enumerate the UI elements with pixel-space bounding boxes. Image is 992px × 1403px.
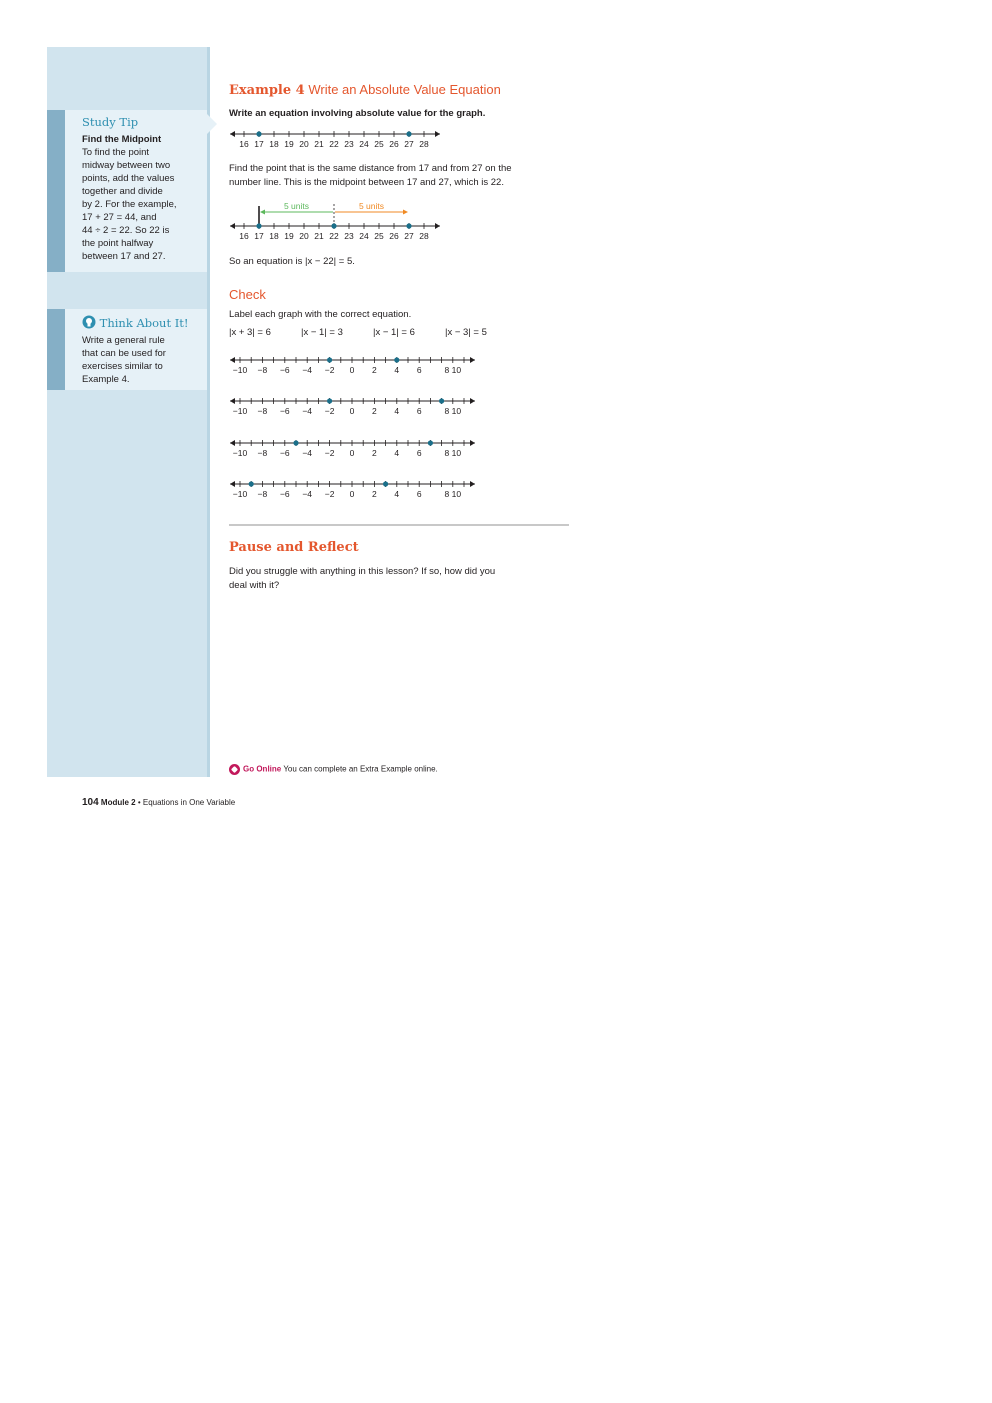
arrow-left xyxy=(230,131,235,137)
tick-label: 6 xyxy=(416,406,422,416)
tick-label: 27 xyxy=(404,139,414,149)
tick-label: 6 xyxy=(416,448,422,458)
tick-label: −10 xyxy=(232,365,248,375)
tick-label: 22 xyxy=(329,231,339,241)
arrow-right xyxy=(435,223,440,229)
study-tip-line: the point halfway xyxy=(82,238,154,249)
tick-label: 19 xyxy=(284,231,294,241)
study-tip-line: between 17 and 27. xyxy=(82,251,166,262)
graph-point xyxy=(439,398,444,403)
graph-point xyxy=(256,131,261,136)
graph-point xyxy=(331,223,336,228)
tick-label: 6 xyxy=(416,489,422,499)
study-tip-line: by 2. For the example, xyxy=(82,199,177,210)
tick-label: 4 xyxy=(394,448,400,458)
equation-option: |x + 3| = 6 xyxy=(229,327,271,338)
study-tip-line: To find the point xyxy=(82,147,150,158)
graph-point xyxy=(249,481,254,486)
distance-arrowhead-right xyxy=(403,210,408,215)
tick-label: −4 xyxy=(302,448,313,458)
tick-label: 0 xyxy=(349,406,355,416)
go-online-label[interactable]: Go Online xyxy=(243,764,282,774)
tick-label: −10 xyxy=(232,448,248,458)
distance-arrowhead-left xyxy=(260,210,265,215)
tick-label: 28 xyxy=(419,139,429,149)
tick-label: −4 xyxy=(302,489,313,499)
study-tip-line: points, add the values xyxy=(82,173,175,184)
check-graph-3 xyxy=(226,435,482,461)
go-online-icon xyxy=(229,764,240,775)
tick-label: 2 xyxy=(372,365,377,375)
example-explanation xyxy=(229,162,512,190)
graph-point xyxy=(293,440,298,445)
pause-text xyxy=(229,565,495,593)
tick-label: 27 xyxy=(404,231,414,241)
equation-option: |x − 1| = 6 xyxy=(373,327,415,338)
tick-label: −6 xyxy=(279,365,290,375)
study-tip-pointer xyxy=(207,114,217,134)
tick-label: −8 xyxy=(257,489,268,499)
number-line-example xyxy=(226,126,446,152)
tick-label: −8 xyxy=(257,406,268,416)
tick-label: −10 xyxy=(232,406,248,416)
footer-title: Equations in One Variable xyxy=(142,798,236,807)
study-tip-line: 17 + 27 = 44, and xyxy=(82,212,157,223)
footer-separator: • xyxy=(137,798,141,807)
think-line: Write a general rule xyxy=(82,335,165,346)
tick-label: 26 xyxy=(389,139,399,149)
study-tip-content xyxy=(82,116,199,263)
footer-module: Module 2 xyxy=(100,798,136,807)
tick-label: 4 xyxy=(394,406,400,416)
explanation-line: Find the point that is the same distance from 17 and from 27 on the xyxy=(229,163,512,174)
tick-label: 0 xyxy=(349,448,355,458)
tick-label: 24 xyxy=(359,139,369,149)
think-line: Example 4. xyxy=(82,374,130,385)
study-tip-line: midway between two xyxy=(82,160,171,171)
tick-label: 19 xyxy=(284,139,294,149)
go-online[interactable] xyxy=(229,764,438,775)
pause-line: deal with it? xyxy=(229,580,280,591)
tick-label: 2 xyxy=(372,448,377,458)
tick-label: 25 xyxy=(374,139,384,149)
arrow-left xyxy=(230,481,235,487)
think-title: Think About It! xyxy=(99,316,189,330)
arrow-left xyxy=(230,223,235,229)
tick-label: 18 xyxy=(269,231,279,241)
graph-point xyxy=(327,357,332,362)
tick-label: 2 xyxy=(372,406,377,416)
think-bar xyxy=(47,309,65,390)
tick-label: 26 xyxy=(389,231,399,241)
tick-label: 25 xyxy=(374,231,384,241)
equation-option: |x − 1| = 3 xyxy=(301,327,343,338)
study-tip-subtitle: Find the Midpoint xyxy=(82,134,162,145)
section-divider xyxy=(229,524,569,526)
think-line: exercises similar to xyxy=(82,361,163,372)
example-label: Example 4 xyxy=(229,83,305,98)
pause-line: Did you struggle with anything in this lesson? If so, how did you xyxy=(229,566,496,577)
example-title: Write an Absolute Value Equation xyxy=(308,82,501,97)
tick-label: −6 xyxy=(279,489,290,499)
tick-label: −8 xyxy=(257,365,268,375)
lightbulb-icon xyxy=(82,315,96,329)
tick-label: −8 xyxy=(257,448,268,458)
study-tip-bar xyxy=(47,110,65,272)
tick-label: −4 xyxy=(302,406,313,416)
graph-point xyxy=(327,398,332,403)
distance-label-right: 5 units xyxy=(358,201,385,211)
graph-point xyxy=(256,223,261,228)
pause-heading: Pause and Reflect xyxy=(229,540,359,555)
think-box xyxy=(47,309,207,390)
graph-point xyxy=(428,440,433,445)
tick-label: 21 xyxy=(314,139,324,149)
study-tip-line: together and divide xyxy=(82,186,163,197)
tick-label: −2 xyxy=(324,406,335,416)
tick-label: 16 xyxy=(239,139,249,149)
tick-label: −10 xyxy=(232,489,248,499)
arrow-right xyxy=(470,398,475,404)
tick-label: 0 xyxy=(349,489,355,499)
tick-label: 24 xyxy=(359,231,369,241)
tick-label: 8 10 xyxy=(444,448,462,458)
check-graph-2 xyxy=(226,393,482,419)
arrow-left xyxy=(230,357,235,363)
tick-label: −2 xyxy=(324,489,335,499)
graph-point xyxy=(394,357,399,362)
tick-label: −6 xyxy=(279,406,290,416)
tick-label: 20 xyxy=(299,139,309,149)
tick-label: 4 xyxy=(394,489,400,499)
tick-label: 20 xyxy=(299,231,309,241)
think-title-row xyxy=(82,315,199,330)
think-content xyxy=(82,315,199,386)
tick-label: 4 xyxy=(394,365,400,375)
tick-label: 6 xyxy=(416,365,422,375)
go-online-text: You can complete an Extra Example online. xyxy=(283,764,438,774)
tick-label: −2 xyxy=(324,448,335,458)
example-prompt: Write an equation involving absolute value for the graph. xyxy=(229,108,486,119)
arrow-right xyxy=(470,481,475,487)
study-tip-line: 44 ÷ 2 = 22. So 22 is xyxy=(82,225,170,236)
check-heading: Check xyxy=(229,287,266,302)
arrow-left xyxy=(230,440,235,446)
tick-label: 17 xyxy=(254,139,264,149)
arrow-right xyxy=(470,440,475,446)
check-graph-4 xyxy=(226,476,482,502)
think-line: that can be used for xyxy=(82,348,166,359)
sidebar-divider xyxy=(207,47,210,777)
tick-label: 0 xyxy=(349,365,355,375)
study-tip-title: Study Tip xyxy=(82,115,139,129)
tick-label: 8 10 xyxy=(444,365,462,375)
tick-label: −6 xyxy=(279,448,290,458)
tick-label: 18 xyxy=(269,139,279,149)
tick-label: 23 xyxy=(344,231,354,241)
tick-label: −2 xyxy=(324,365,335,375)
tick-label: 8 10 xyxy=(444,489,462,499)
check-prompt: Label each graph with the correct equation. xyxy=(229,309,412,320)
graph-point xyxy=(406,131,411,136)
arrow-right xyxy=(470,357,475,363)
study-tip-box xyxy=(47,110,207,272)
arrow-right xyxy=(435,131,440,137)
explanation-line: number line. This is the midpoint between 17 and 27, which is 22. xyxy=(229,177,504,188)
page-footer xyxy=(82,797,235,808)
page-number: 104 xyxy=(82,797,99,808)
tick-label: 21 xyxy=(314,231,324,241)
example-heading xyxy=(229,82,501,98)
distance-label-left: 5 units xyxy=(283,201,310,211)
arrow-left xyxy=(230,398,235,404)
tick-label: 2 xyxy=(372,489,377,499)
graph-point xyxy=(383,481,388,486)
tick-label: 8 10 xyxy=(444,406,462,416)
tick-label: 22 xyxy=(329,139,339,149)
check-graph-1 xyxy=(226,352,482,378)
tick-label: −4 xyxy=(302,365,313,375)
tick-label: 28 xyxy=(419,231,429,241)
tick-label: 23 xyxy=(344,139,354,149)
tick-label: 16 xyxy=(239,231,249,241)
graph-point xyxy=(406,223,411,228)
example-conclusion: So an equation is |x − 22| = 5. xyxy=(229,256,355,267)
tick-label: 17 xyxy=(254,231,264,241)
equation-option: |x − 3| = 5 xyxy=(445,327,487,338)
number-line-midpoint xyxy=(226,196,446,244)
